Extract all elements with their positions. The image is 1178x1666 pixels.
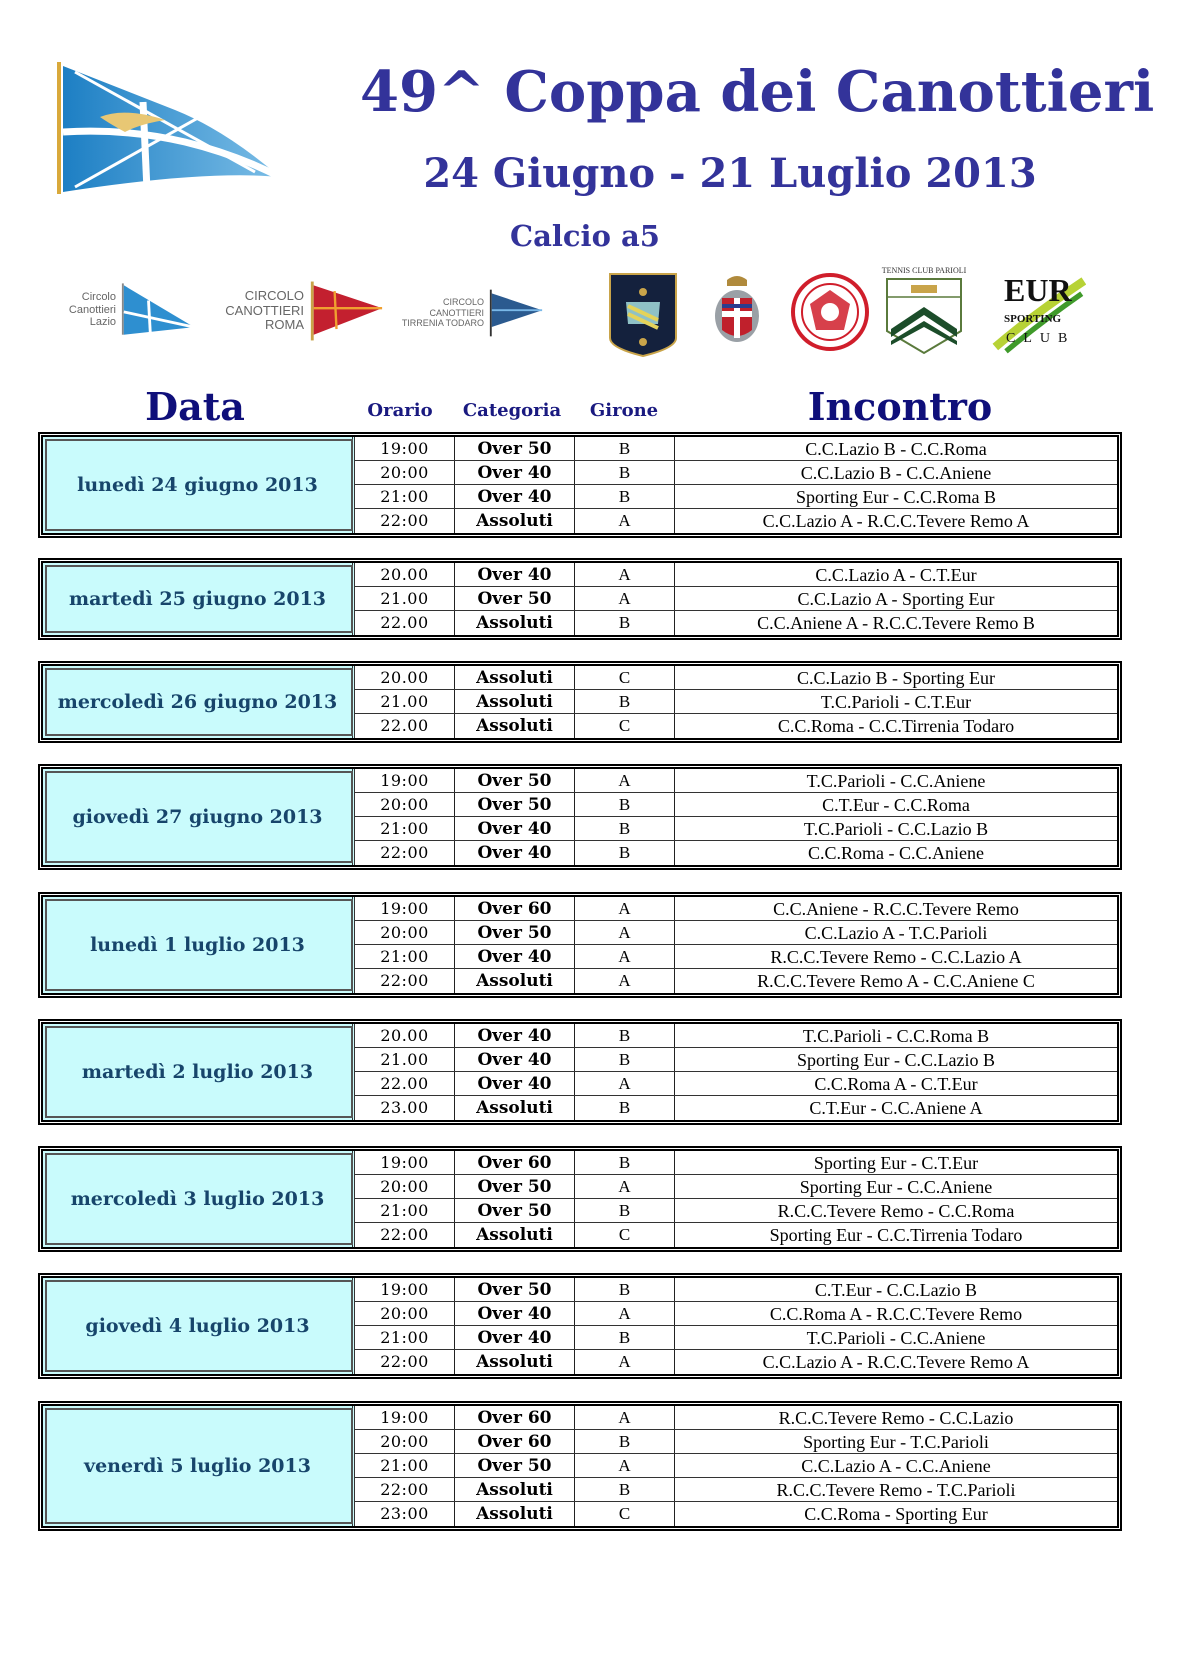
- match-group: B: [575, 1151, 675, 1174]
- logo-cc-tirrenia-todaro: [392, 288, 544, 338]
- logo-tevere-remo-crest-icon: [702, 272, 772, 358]
- match-teams: C.C.Roma A - R.C.C.Tevere Remo: [769, 1304, 1023, 1324]
- logo-text: ROMA: [265, 317, 304, 333]
- match-time: 21:00: [355, 1454, 455, 1477]
- day-label: venerdì 5 luglio 2013: [43, 1406, 355, 1526]
- match-row: [355, 714, 1117, 738]
- logo-cc-aniene-crest-icon: [608, 272, 678, 358]
- match-category: Over 40: [455, 485, 575, 508]
- match-group: B: [575, 1478, 675, 1501]
- match-time: 20.00: [355, 666, 455, 689]
- match-category: Over 40: [455, 1024, 575, 1047]
- match-category: Over 40: [455, 841, 575, 865]
- match-row: [355, 1072, 1117, 1096]
- match-category: Assoluti: [455, 509, 575, 533]
- match-time: 21.00: [355, 1048, 455, 1071]
- match-teams: Sporting Eur - T.C.Parioli: [803, 1432, 989, 1452]
- logo-text: EUR: [1004, 272, 1072, 308]
- match-group: B: [575, 817, 675, 840]
- match-time: 20:00: [355, 461, 455, 484]
- match-group: B: [575, 1199, 675, 1222]
- match-category: Assoluti: [455, 714, 575, 738]
- match-group: A: [575, 897, 675, 920]
- match-category: Over 50: [455, 1454, 575, 1477]
- match-row: [355, 1278, 1117, 1302]
- logo-text: Lazio: [89, 316, 116, 329]
- match-row: [355, 1223, 1117, 1247]
- match-time: 21.00: [355, 690, 455, 713]
- logo-eur-sporting-club: [990, 272, 1086, 358]
- match-time: 22:00: [355, 509, 455, 533]
- match-row: [355, 1430, 1117, 1454]
- match-group: A: [575, 587, 675, 610]
- match-time: 19:00: [355, 897, 455, 920]
- match-teams: C.C.Lazio B - C.C.Aniene: [800, 463, 992, 483]
- match-category: Assoluti: [455, 1096, 575, 1120]
- match-category: Over 60: [455, 1151, 575, 1174]
- column-header-orario: Orario: [367, 400, 433, 421]
- match-teams: C.T.Eur - C.C.Aniene A: [809, 1098, 983, 1118]
- match-time: 19:00: [355, 1278, 455, 1301]
- match-time: 22:00: [355, 1223, 455, 1247]
- match-category: Assoluti: [455, 1223, 575, 1247]
- match-category: Over 60: [455, 1430, 575, 1453]
- day-block: [38, 661, 1122, 743]
- match-teams: C.C.Lazio A - Sporting Eur: [797, 589, 995, 609]
- match-rows: [355, 1151, 1117, 1247]
- match-time: 19:00: [355, 1406, 455, 1429]
- match-row: [355, 485, 1117, 509]
- match-group: A: [575, 969, 675, 993]
- logo-tc-parioli: [878, 266, 970, 355]
- match-category: Over 40: [455, 817, 575, 840]
- match-row: [355, 1048, 1117, 1072]
- match-category: Assoluti: [455, 1350, 575, 1374]
- day-label: mercoledì 3 luglio 2013: [43, 1151, 355, 1247]
- match-time: 21:00: [355, 1199, 455, 1222]
- match-teams: R.C.C.Tevere Remo - C.C.Roma: [777, 1201, 1015, 1221]
- match-category: Over 50: [455, 921, 575, 944]
- match-teams: R.C.C.Tevere Remo - C.C.Lazio: [778, 1408, 1014, 1428]
- match-rows: [355, 1024, 1117, 1120]
- match-category: Over 50: [455, 437, 575, 460]
- match-row: [355, 817, 1117, 841]
- logo-text: CIRCOLO: [442, 297, 484, 308]
- match-row: [355, 1454, 1117, 1478]
- match-row: [355, 461, 1117, 485]
- column-header-categoria: Categoria: [462, 400, 562, 421]
- tirrenia-pennant-icon: [488, 288, 544, 338]
- match-category: Over 60: [455, 897, 575, 920]
- parioli-shield-icon: [883, 277, 965, 355]
- match-time: 23.00: [355, 1096, 455, 1120]
- club-logos-row: [40, 266, 1140, 380]
- logo-cc-lazio: [40, 282, 196, 338]
- match-category: Over 40: [455, 1326, 575, 1349]
- match-row: [355, 1502, 1117, 1526]
- logo-text: CIRCOLO: [244, 287, 304, 303]
- column-header-incontro: Incontro: [807, 384, 993, 429]
- match-time: 22.00: [355, 714, 455, 738]
- match-teams: C.T.Eur - C.C.Lazio B: [814, 1280, 978, 1300]
- logo-text: CLUB: [1006, 331, 1076, 346]
- match-row: [355, 1096, 1117, 1120]
- day-label: lunedì 24 giugno 2013: [43, 437, 355, 533]
- match-rows: [355, 563, 1117, 635]
- match-rows: [355, 437, 1117, 533]
- logo-text: Circolo: [81, 291, 116, 304]
- day-block: [38, 764, 1122, 870]
- match-group: B: [575, 1430, 675, 1453]
- match-category: Over 40: [455, 1048, 575, 1071]
- day-block: [38, 1401, 1122, 1531]
- match-teams: C.C.Roma - C.C.Aniene: [808, 843, 984, 863]
- match-category: Over 50: [455, 587, 575, 610]
- match-row: [355, 769, 1117, 793]
- match-category: Over 40: [455, 461, 575, 484]
- match-group: A: [575, 563, 675, 586]
- match-teams: Sporting Eur - C.T.Eur: [813, 1153, 979, 1173]
- lazio-pennant-icon: [120, 282, 196, 338]
- match-group: A: [575, 1350, 675, 1374]
- main-pennant-logo: [55, 62, 295, 202]
- match-group: B: [575, 1024, 675, 1047]
- match-time: 20:00: [355, 793, 455, 816]
- match-row: [355, 587, 1117, 611]
- match-category: Assoluti: [455, 1478, 575, 1501]
- match-category: Over 50: [455, 1199, 575, 1222]
- match-rows: [355, 1406, 1117, 1526]
- match-group: B: [575, 690, 675, 713]
- match-category: Assoluti: [455, 690, 575, 713]
- match-time: 22.00: [355, 611, 455, 635]
- match-row: [355, 1350, 1117, 1374]
- day-label: mercoledì 26 giugno 2013: [43, 666, 355, 738]
- match-category: Over 50: [455, 1175, 575, 1198]
- match-time: 20:00: [355, 1175, 455, 1198]
- match-rows: [355, 1278, 1117, 1374]
- match-row: [355, 1478, 1117, 1502]
- match-time: 21.00: [355, 587, 455, 610]
- match-group: A: [575, 1406, 675, 1429]
- match-time: 22:00: [355, 1350, 455, 1374]
- match-group: B: [575, 841, 675, 865]
- match-time: 20.00: [355, 1024, 455, 1047]
- match-time: 21:00: [355, 485, 455, 508]
- logo-text: CANOTTIERI: [225, 302, 304, 318]
- match-group: B: [575, 1278, 675, 1301]
- roma-pennant-icon: [308, 280, 384, 342]
- match-teams: C.C.Lazio A - C.T.Eur: [815, 565, 977, 585]
- logo-cc-roma: [210, 280, 384, 342]
- match-category: Assoluti: [455, 611, 575, 635]
- match-teams: Sporting Eur - C.C.Roma B: [795, 487, 996, 507]
- match-row: [355, 793, 1117, 817]
- match-time: 19:00: [355, 437, 455, 460]
- match-category: Assoluti: [455, 666, 575, 689]
- match-teams: C.C.Lazio A - C.C.Aniene: [801, 1456, 991, 1476]
- match-time: 20.00: [355, 563, 455, 586]
- match-teams: C.T.Eur - C.C.Roma: [822, 795, 970, 815]
- match-row: [355, 437, 1117, 461]
- logo-text: Canottieri: [68, 303, 116, 316]
- match-teams: C.C.Roma A - C.T.Eur: [814, 1074, 978, 1094]
- event-dates: 24 Giugno - 21 Luglio 2013: [423, 150, 1037, 197]
- logo-text: SPORTING: [1004, 313, 1062, 325]
- match-group: A: [575, 1072, 675, 1095]
- sport-label: Calcio a5: [510, 219, 660, 253]
- day-label: martedì 2 luglio 2013: [43, 1024, 355, 1120]
- match-category: Over 40: [455, 1302, 575, 1325]
- match-teams: C.C.Lazio A - T.C.Parioli: [804, 923, 988, 943]
- match-group: B: [575, 461, 675, 484]
- match-teams: T.C.Parioli - C.C.Lazio B: [803, 819, 989, 839]
- match-time: 20:00: [355, 1302, 455, 1325]
- match-category: Over 50: [455, 1278, 575, 1301]
- match-teams: R.C.C.Tevere Remo - C.C.Lazio A: [770, 947, 1022, 967]
- match-teams: R.C.C.Tevere Remo A - C.C.Aniene C: [757, 971, 1035, 991]
- match-row: [355, 509, 1117, 533]
- logo-circolo-tennis-eur-seal-icon: [790, 272, 870, 352]
- match-group: A: [575, 1302, 675, 1325]
- match-teams: Sporting Eur - C.C.Tirrenia Todaro: [769, 1225, 1023, 1245]
- match-time: 20:00: [355, 921, 455, 944]
- match-group: A: [575, 921, 675, 944]
- match-row: [355, 611, 1117, 635]
- match-row: [355, 1326, 1117, 1350]
- match-teams: C.C.Lazio B - C.C.Roma: [805, 439, 987, 459]
- match-category: Over 40: [455, 945, 575, 968]
- match-category: Over 60: [455, 1406, 575, 1429]
- match-group: C: [575, 1223, 675, 1247]
- match-time: 22:00: [355, 841, 455, 865]
- match-time: 22.00: [355, 1072, 455, 1095]
- match-teams: C.C.Aniene A - R.C.C.Tevere Remo B: [757, 613, 1035, 633]
- match-group: C: [575, 666, 675, 689]
- match-category: Over 40: [455, 563, 575, 586]
- match-time: 22:00: [355, 1478, 455, 1501]
- match-group: B: [575, 1096, 675, 1120]
- match-time: 21:00: [355, 817, 455, 840]
- day-block: [38, 1273, 1122, 1379]
- match-category: Over 50: [455, 769, 575, 792]
- day-label: giovedì 27 giugno 2013: [43, 769, 355, 865]
- match-row: [355, 1024, 1117, 1048]
- day-block: [38, 892, 1122, 998]
- column-header-data: Data: [145, 384, 245, 429]
- match-time: 22:00: [355, 969, 455, 993]
- match-category: Over 40: [455, 1072, 575, 1095]
- match-teams: C.C.Aniene - R.C.C.Tevere Remo: [773, 899, 1019, 919]
- match-group: A: [575, 769, 675, 792]
- day-block: [38, 432, 1122, 538]
- match-rows: [355, 897, 1117, 993]
- day-block: [38, 1019, 1122, 1125]
- match-group: B: [575, 437, 675, 460]
- match-time: 20:00: [355, 1430, 455, 1453]
- day-block: [38, 1146, 1122, 1252]
- match-teams: T.C.Parioli - C.C.Aniene: [806, 1328, 986, 1348]
- logo-text: TIRRENIA TODARO: [401, 318, 484, 329]
- match-row: [355, 969, 1117, 993]
- match-row: [355, 563, 1117, 587]
- match-row: [355, 841, 1117, 865]
- match-row: [355, 1175, 1117, 1199]
- day-block: [38, 558, 1122, 640]
- column-header-girone: Girone: [589, 400, 659, 421]
- match-teams: C.C.Roma - C.C.Tirrenia Todaro: [777, 716, 1015, 736]
- match-time: 23:00: [355, 1502, 455, 1526]
- match-row: [355, 690, 1117, 714]
- day-label: giovedì 4 luglio 2013: [43, 1278, 355, 1374]
- match-category: Assoluti: [455, 1502, 575, 1526]
- match-row: [355, 1302, 1117, 1326]
- match-rows: [355, 769, 1117, 865]
- match-group: C: [575, 1502, 675, 1526]
- match-group: B: [575, 611, 675, 635]
- day-label: lunedì 1 luglio 2013: [43, 897, 355, 993]
- match-rows: [355, 666, 1117, 738]
- logo-text: TENNIS CLUB PARIOLI: [881, 266, 967, 275]
- match-time: 21:00: [355, 1326, 455, 1349]
- match-group: A: [575, 1175, 675, 1198]
- match-group: C: [575, 714, 675, 738]
- match-row: [355, 1406, 1117, 1430]
- match-teams: C.C.Lazio A - R.C.C.Tevere Remo A: [762, 511, 1030, 531]
- match-teams: Sporting Eur - C.C.Aniene: [799, 1177, 993, 1197]
- page-title: 49^ Coppa dei Canottieri: [360, 59, 1155, 125]
- match-teams: T.C.Parioli - C.C.Aniene: [806, 771, 986, 791]
- match-row: [355, 921, 1117, 945]
- match-teams: R.C.C.Tevere Remo - T.C.Parioli: [776, 1480, 1016, 1500]
- match-time: 19:00: [355, 769, 455, 792]
- day-label: martedì 25 giugno 2013: [43, 563, 355, 635]
- match-time: 19:00: [355, 1151, 455, 1174]
- match-row: [355, 1199, 1117, 1223]
- match-group: B: [575, 1048, 675, 1071]
- match-row: [355, 945, 1117, 969]
- match-time: 21:00: [355, 945, 455, 968]
- match-teams: T.C.Parioli - C.C.Roma B: [802, 1026, 990, 1046]
- match-teams: C.C.Roma - Sporting Eur: [804, 1504, 988, 1524]
- logo-text: CANOTTIERI: [429, 307, 484, 318]
- match-teams: C.C.Lazio A - R.C.C.Tevere Remo A: [762, 1352, 1030, 1372]
- match-group: A: [575, 945, 675, 968]
- match-teams: Sporting Eur - C.C.Lazio B: [797, 1050, 995, 1070]
- match-group: B: [575, 1326, 675, 1349]
- match-row: [355, 897, 1117, 921]
- match-category: Assoluti: [455, 969, 575, 993]
- match-teams: C.C.Lazio B - Sporting Eur: [797, 668, 995, 688]
- match-group: A: [575, 1454, 675, 1477]
- match-group: A: [575, 509, 675, 533]
- match-teams: T.C.Parioli - C.T.Eur: [820, 692, 972, 712]
- match-category: Over 50: [455, 793, 575, 816]
- match-row: [355, 1151, 1117, 1175]
- match-row: [355, 666, 1117, 690]
- match-group: B: [575, 793, 675, 816]
- match-group: B: [575, 485, 675, 508]
